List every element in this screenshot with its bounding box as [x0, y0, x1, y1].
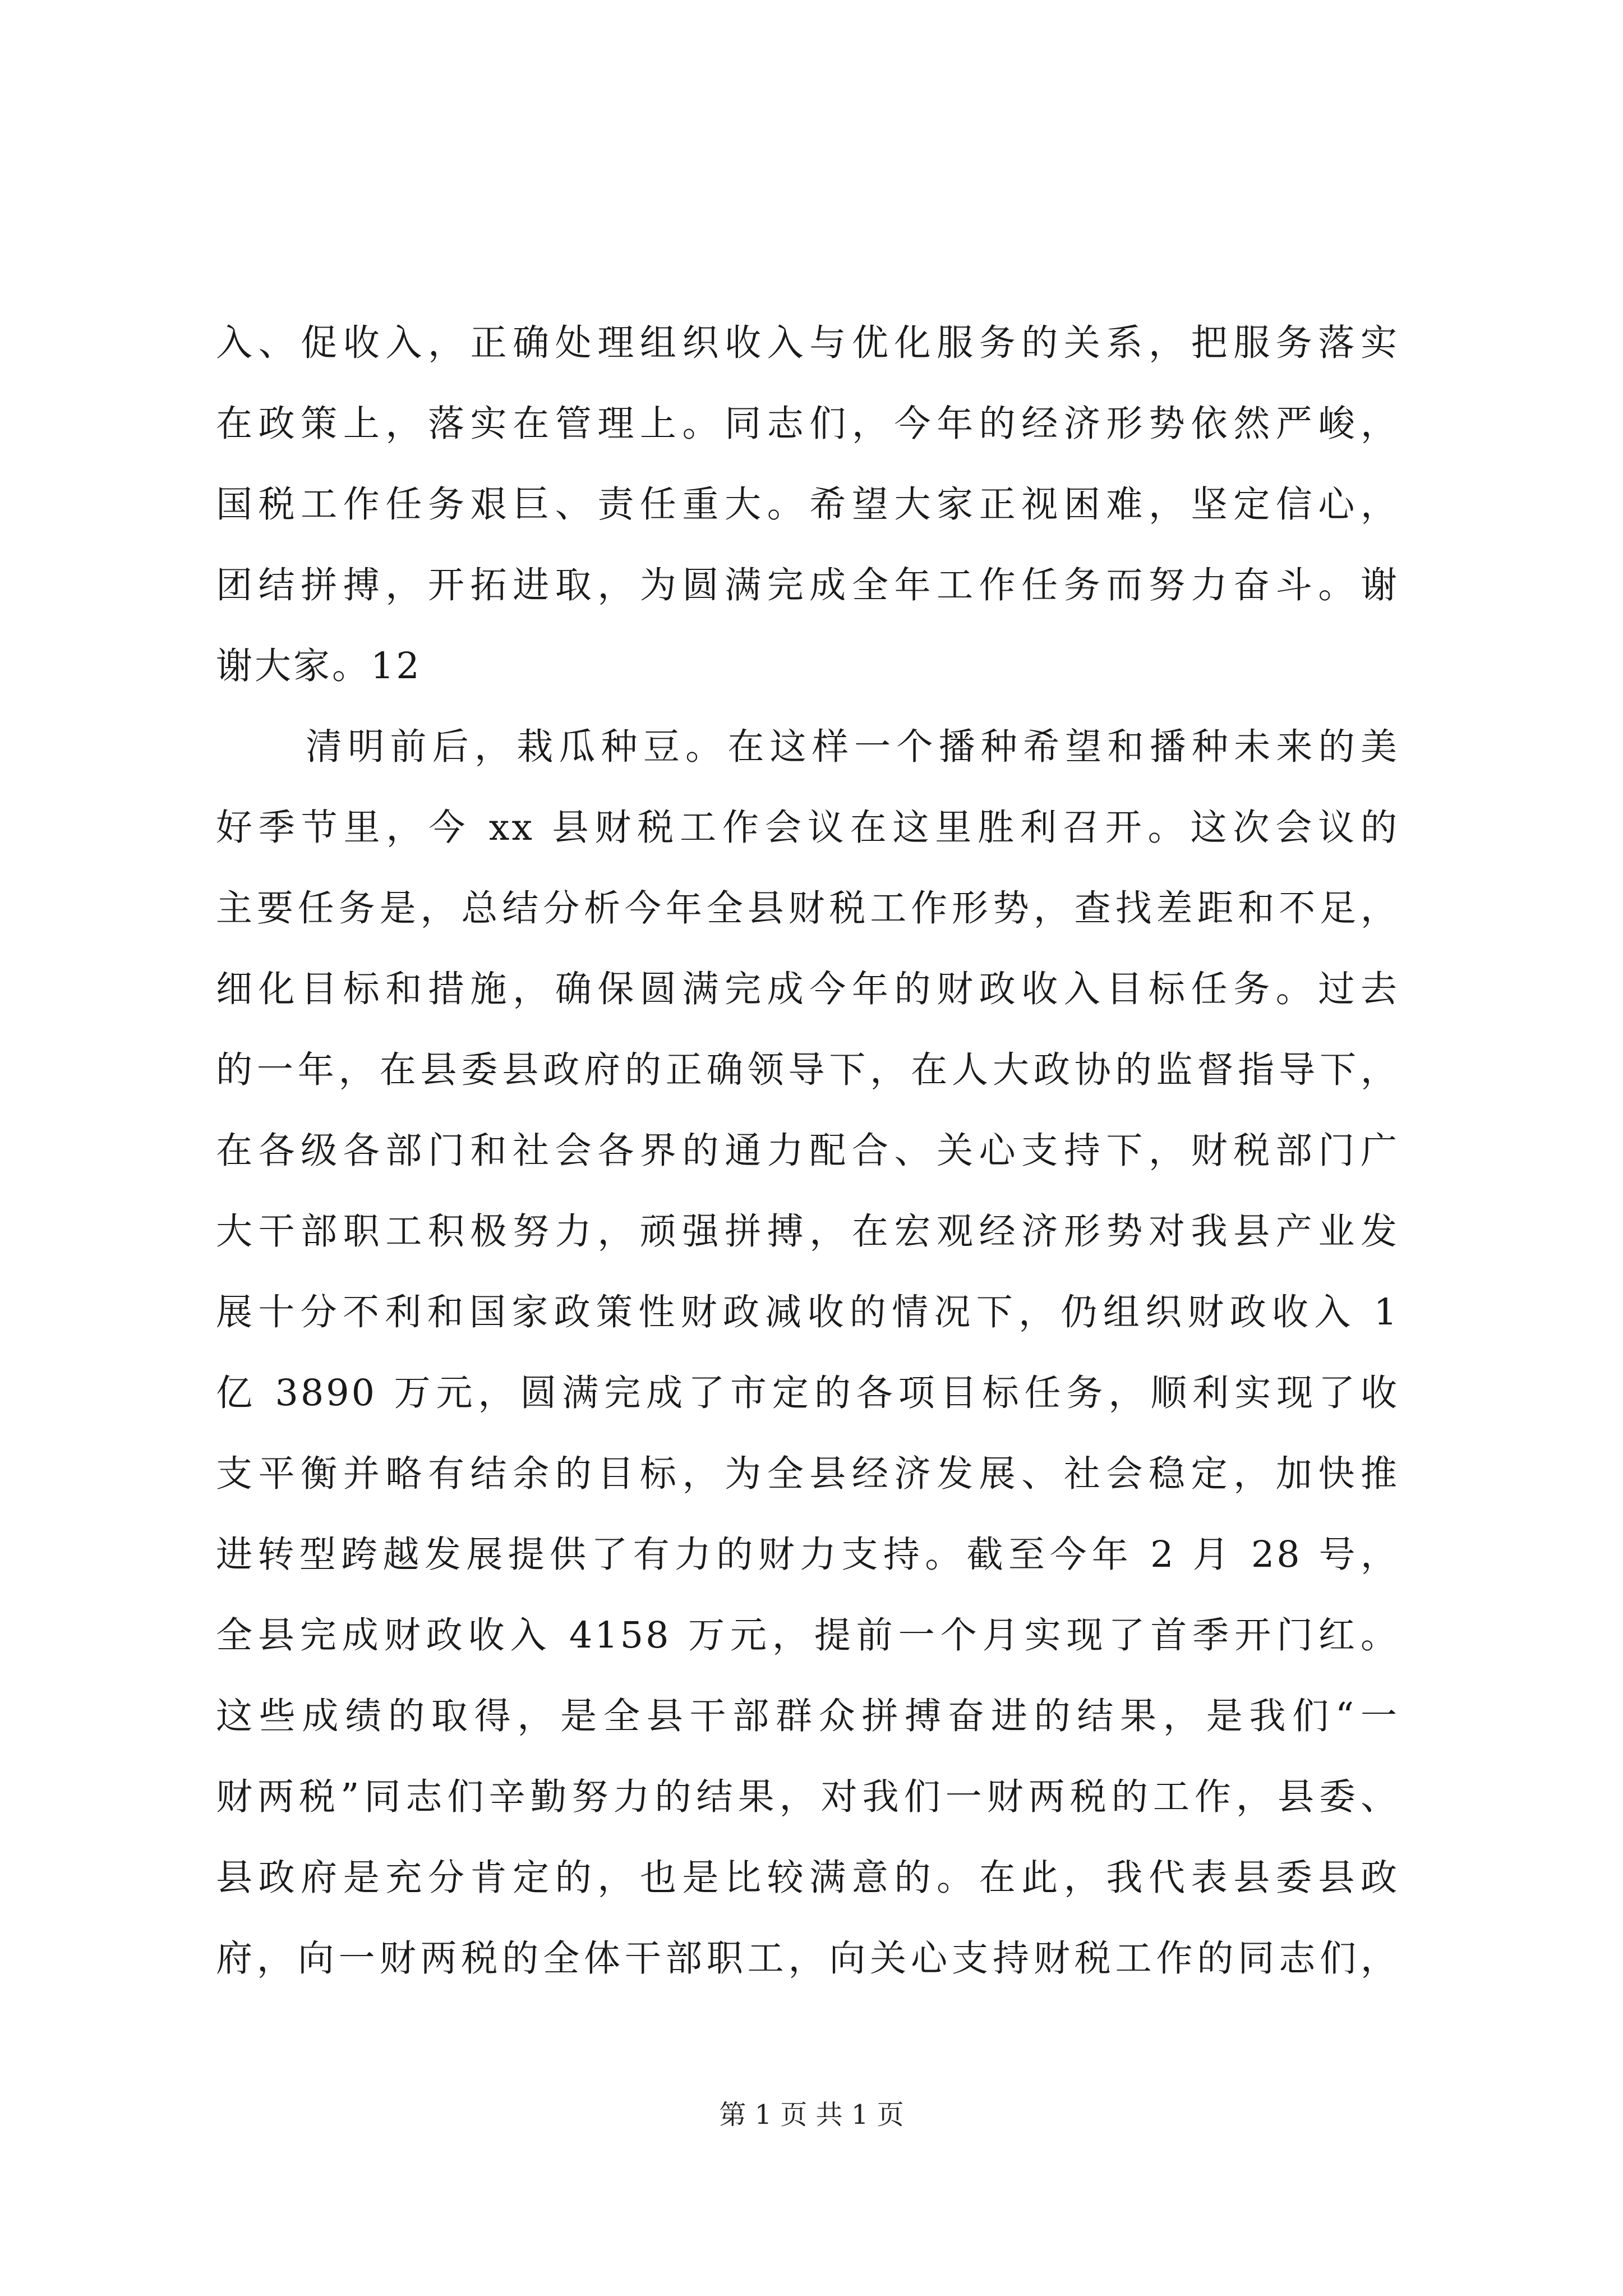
paragraph-1-line: 团结拼搏，开拓进取，为圆满完成全年工作任务而努力奋斗。谢 [216, 564, 1399, 606]
paragraph-2-line: 进转型跨越发展提供了有力的财力支持。截至今年 2 月 28 号， [216, 1534, 1399, 1576]
paragraph-2-line: 财两税”同志们辛勤努力的结果，对我们一财两税的工作，县委、 [216, 1776, 1399, 1818]
paragraph-1-line: 国税工作任务艰巨、责任重大。希望大家正视困难，坚定信心， [216, 484, 1399, 526]
paragraph-2-line: 的一年，在县委县政府的正确领导下，在人大政协的监督指导下， [216, 1049, 1399, 1091]
paragraph-2-line: 细化目标和措施，确保圆满完成今年的财政收入目标任务。过去 [216, 968, 1399, 1010]
paragraph-1-line: 在政策上，落实在管理上。同志们，今年的经济形势依然严峻， [216, 403, 1399, 445]
paragraph-2-line: 在各级各部门和社会各界的通力配合、关心支持下，财税部门广 [216, 1130, 1399, 1172]
paragraph-2-line: 好季节里，今 xx 县财税工作会议在这里胜利召开。这次会议的 [216, 807, 1399, 849]
paragraph-2-line: 全县完成财政收入 4158 万元，提前一个月实现了首季开门红。 [216, 1614, 1399, 1657]
paragraph-1-line: 谢大家。12 [216, 645, 422, 687]
paragraph-2-line: 清明前后，栽瓜种豆。在这样一个播种希望和播种未来的美 [306, 726, 1399, 768]
paragraph-2-line: 这些成绩的取得，是全县干部群众拼搏奋进的结果，是我们“一 [216, 1695, 1399, 1737]
paragraph-2-line: 展十分不利和国家政策性财政减收的情况下，仍组织财政收入 1 [216, 1291, 1399, 1333]
paragraph-2-line: 支平衡并略有结余的目标，为全县经济发展、社会稳定，加快推 [216, 1453, 1399, 1495]
paragraph-1-line: 入、促收入，正确处理组织收入与优化服务的关系，把服务落实 [216, 322, 1399, 364]
paragraph-2-line: 府，向一财两税的全体干部职工，向关心支持财税工作的同志们， [216, 1938, 1399, 1980]
paragraph-2-line: 主要任务是，总结分析今年全县财税工作形势，查找差距和不足， [216, 887, 1399, 930]
paragraph-2-line: 亿 3890 万元，圆满完成了市定的各项目标任务，顺利实现了收 [216, 1372, 1399, 1414]
page-number-footer: 第 1 页 共 1 页 [719, 2099, 904, 2131]
paragraph-2-line: 大干部职工积极努力，顽强拼搏，在宏观经济形势对我县产业发 [216, 1211, 1399, 1253]
paragraph-2-line: 县政府是充分肯定的，也是比较满意的。在此，我代表县委县政 [216, 1857, 1399, 1899]
body-text [216, 303, 1399, 1999]
